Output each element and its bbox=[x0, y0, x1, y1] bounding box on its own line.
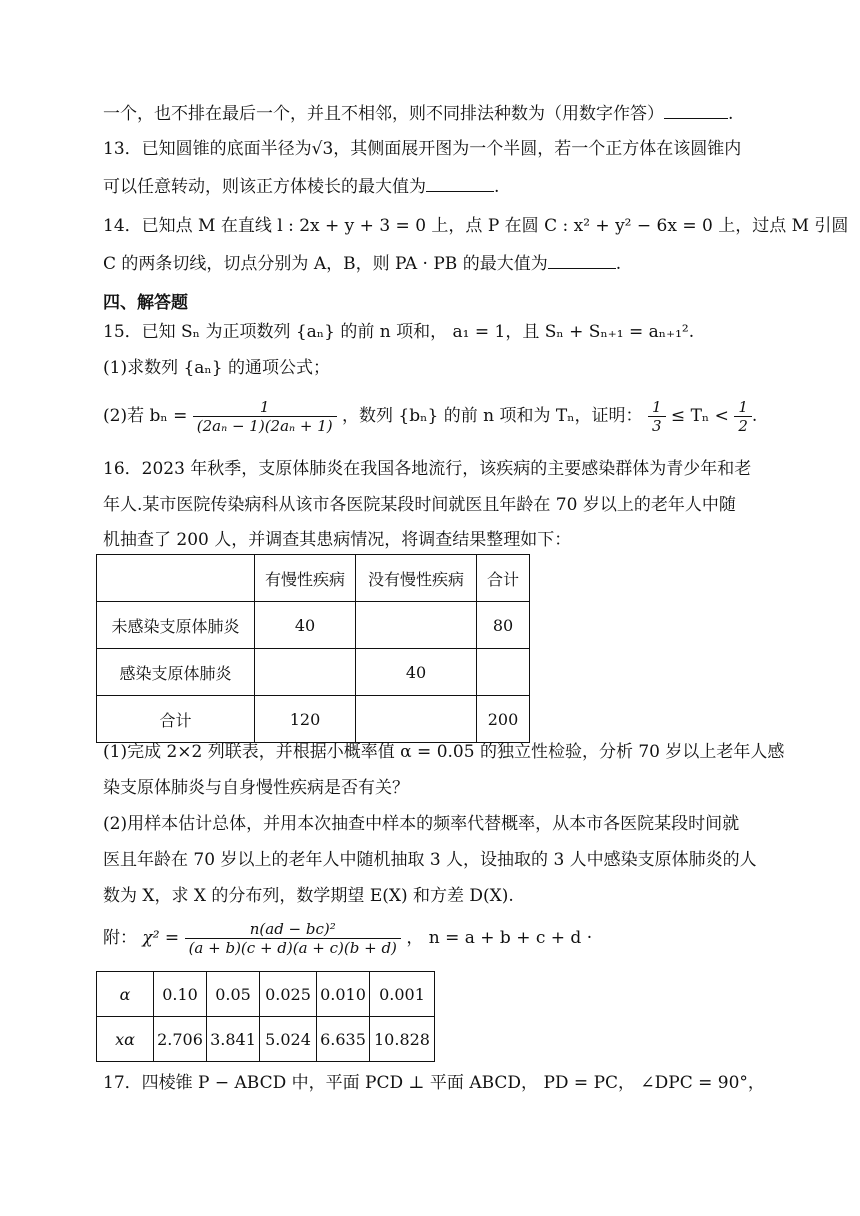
table-cell: xα bbox=[97, 1017, 154, 1062]
answer-blank bbox=[426, 175, 494, 192]
table-cell: 80 bbox=[477, 602, 530, 649]
q12-tail: 一个，也不排在最后一个，并且不相邻，则不同排法种数为（用数字作答） . bbox=[103, 104, 734, 124]
table-cell: 3.841 bbox=[207, 1017, 260, 1062]
fraction-b-n: $\frac{1}{\text{(2aₙ − 1)(2aₙ + 1)}}$ bbox=[193, 398, 337, 435]
table-header-row bbox=[97, 555, 530, 602]
table-cell: 40 bbox=[255, 602, 356, 649]
fraction-one-third: $\frac{1}{3}$ bbox=[648, 398, 666, 435]
table-cell: 没有慢性疾病 bbox=[356, 555, 477, 602]
q16-part2-line2: 医且年龄在 70 岁以上的老年人中随机抽取 3 人，设抽取的 3 人中感染支原体肺炎的人 bbox=[103, 850, 757, 870]
chi-square-formula: 附： χ² = $\frac{\text{n(ad − bc)²}}{(a + b)(c + d)(a + c)(b + d)}$ ， n = a + b + c + d · bbox=[103, 920, 593, 957]
table-row bbox=[97, 1017, 435, 1062]
table-cell: 未感染支原体肺炎 bbox=[97, 602, 255, 649]
table-cell: 合计 bbox=[97, 696, 255, 743]
table-cell: 40 bbox=[356, 649, 477, 696]
q16-part2-line3: 数为 X，求 X 的分布列，数学期望 E(X) 和方差 D(X). bbox=[103, 886, 514, 906]
table-cell bbox=[356, 696, 477, 743]
table-cell: 0.010 bbox=[317, 972, 370, 1017]
q16-part1-line2: 染支原体肺炎与自身慢性疾病是否有关？ bbox=[103, 778, 409, 798]
table-cell: 有慢性疾病 bbox=[255, 555, 356, 602]
table-cell: 5.024 bbox=[260, 1017, 317, 1062]
q16-line2: 年人.某市医院传染病科从该市各医院某段时间就医且年龄在 70 岁以上的老年人中随 bbox=[103, 495, 736, 515]
critical-value-table bbox=[96, 971, 435, 1062]
section-title: 四、解答题 bbox=[103, 293, 188, 313]
table-cell: 200 bbox=[477, 696, 530, 743]
table-row bbox=[97, 602, 530, 649]
answer-blank bbox=[548, 252, 616, 269]
table-cell bbox=[97, 555, 255, 602]
q15-part2: (2)若 bₙ = $\frac{1}{\text{(2aₙ − 1)(2aₙ + 1)}}$ ，数列 {bₙ} 的前 n 项和为 Tₙ，证明： $\frac{1}{3}$ ≤ Tₙ < $\frac{1}{2}$ . bbox=[103, 398, 758, 435]
table-cell: 0.001 bbox=[370, 972, 435, 1017]
q14-line1: 14．已知点 M 在直线 l : 2x + y + 3 = 0 上，点 P 在圆 C : x² + y² − 6x = 0 上，过点 M 引圆 bbox=[103, 216, 849, 236]
chi-square-fraction: $\frac{\text{n(ad − bc)²}}{(a + b)(c + d)(a + c)(b + d)}$ bbox=[185, 920, 401, 957]
table-row bbox=[97, 696, 530, 743]
table-cell: 2.706 bbox=[154, 1017, 207, 1062]
q16-part1-line1: (1)完成 2×2 列联表，并根据小概率值 α = 0.05 的独立性检验，分析 70 岁以上老年人感 bbox=[103, 742, 785, 762]
table-row bbox=[97, 972, 435, 1017]
table-cell: 0.05 bbox=[207, 972, 260, 1017]
table-cell: 6.635 bbox=[317, 1017, 370, 1062]
table-cell: 0.025 bbox=[260, 972, 317, 1017]
q15-line1: 15．已知 Sₙ 为正项数列 {aₙ} 的前 n 项和， a₁ = 1，且 Sₙ + Sₙ₊₁ = aₙ₊₁². bbox=[103, 322, 695, 342]
table-cell: 感染支原体肺炎 bbox=[97, 649, 255, 696]
table-cell: 120 bbox=[255, 696, 356, 743]
table-cell: α bbox=[97, 972, 154, 1017]
table-row bbox=[97, 649, 530, 696]
answer-blank bbox=[664, 102, 728, 119]
q13-line2: 可以任意转动，则该正方体棱长的最大值为 . bbox=[103, 177, 500, 197]
q15-part1: (1)求数列 {aₙ} 的通项公式； bbox=[103, 358, 331, 378]
fraction-one-half: $\frac{1}{2}$ bbox=[734, 398, 752, 435]
table-cell: 10.828 bbox=[370, 1017, 435, 1062]
q17-line1: 17．四棱锥 P − ABCD 中，平面 PCD ⊥ 平面 ABCD， PD = PC， ∠DPC = 90°， bbox=[103, 1073, 765, 1093]
table-cell: 合计 bbox=[477, 555, 530, 602]
table-cell bbox=[255, 649, 356, 696]
table-cell bbox=[477, 649, 530, 696]
q16-line1: 16．2023 年秋季，支原体肺炎在我国各地流行，该疾病的主要感染群体为青少年和老 bbox=[103, 459, 752, 479]
contingency-table bbox=[96, 554, 530, 743]
q13-line1: 13．已知圆锥的底面半径为√3，其侧面展开图为一个半圆，若一个正方体在该圆锥内 bbox=[103, 139, 742, 159]
q14-line2: C 的两条切线，切点分别为 A，B，则 PA · PB 的最大值为 . bbox=[103, 254, 622, 274]
q16-line3: 机抽查了 200 人，并调查其患病情况，将调查结果整理如下： bbox=[103, 530, 572, 550]
table-cell bbox=[356, 602, 477, 649]
q16-part2-line1: (2)用样本估计总体，并用本次抽查中样本的频率代替概率，从本市各医院某段时间就 bbox=[103, 814, 740, 834]
table-cell: 0.10 bbox=[154, 972, 207, 1017]
